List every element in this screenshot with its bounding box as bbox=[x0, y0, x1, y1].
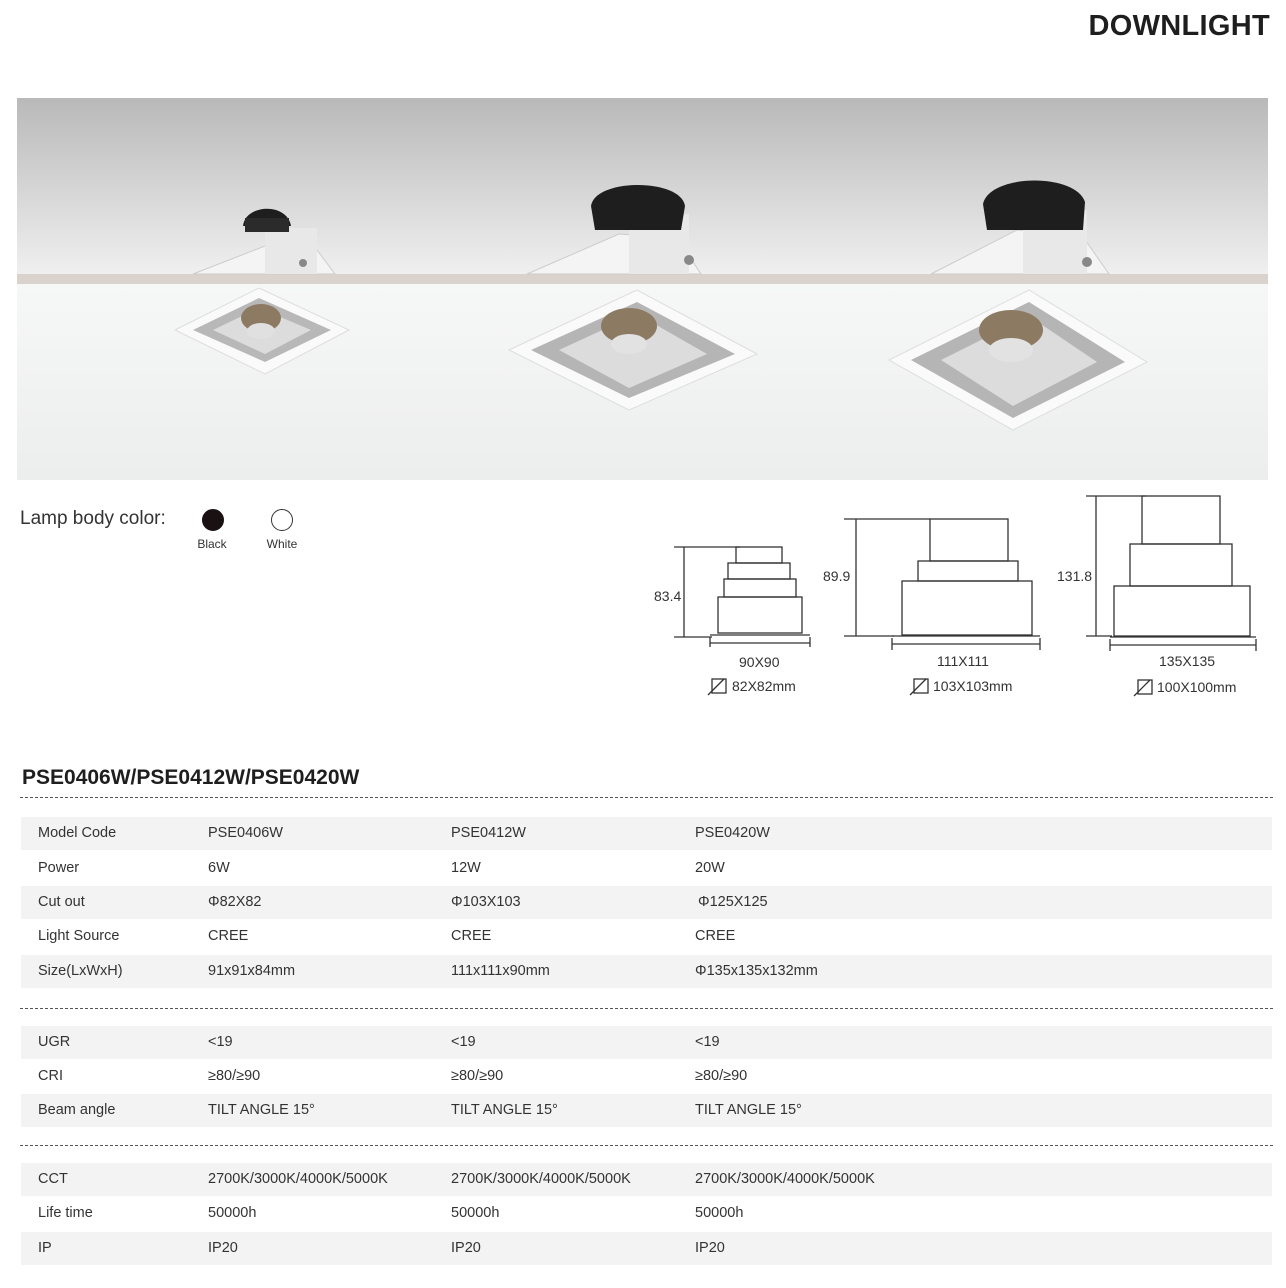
spec-value: <19 bbox=[208, 1034, 233, 1050]
spec-value: IP20 bbox=[208, 1240, 238, 1256]
black-swatch-label: Black bbox=[197, 537, 227, 551]
product-title: PSE0406W/PSE0412W/PSE0420W bbox=[22, 766, 360, 789]
spec-value: IP20 bbox=[695, 1240, 725, 1256]
spec-row-beam-angle bbox=[21, 1094, 1272, 1127]
spec-value: 6W bbox=[208, 860, 230, 876]
spec-value: ≥80/≥90 bbox=[451, 1068, 504, 1084]
spec-label: Power bbox=[38, 860, 80, 876]
drawing-large-height: 131.8 bbox=[1057, 568, 1093, 584]
spec-value: PSE0406W bbox=[208, 825, 283, 841]
drawing-small-outline bbox=[674, 547, 810, 695]
spec-row-power bbox=[21, 852, 1272, 885]
page-title: DOWNLIGHT bbox=[1088, 10, 1270, 42]
spec-label: CRI bbox=[38, 1068, 63, 1084]
spec-value: PSE0420W bbox=[695, 825, 770, 841]
spec-row-life-time bbox=[21, 1197, 1272, 1230]
spec-row-light-source bbox=[21, 920, 1272, 953]
product-hero-image bbox=[17, 98, 1268, 480]
spec-value: 91x91x84mm bbox=[208, 963, 296, 979]
spec-value: Φ82X82 bbox=[208, 894, 262, 910]
spec-value: TILT ANGLE 15° bbox=[695, 1102, 802, 1118]
section-divider bbox=[20, 1008, 1273, 1009]
drawing-small-width: 90X90 bbox=[739, 654, 780, 670]
drawing-large-width: 135X135 bbox=[1159, 653, 1216, 669]
spec-value: CREE bbox=[695, 928, 736, 944]
spec-row-model-code bbox=[21, 817, 1272, 850]
spec-row-cct bbox=[21, 1163, 1272, 1196]
spec-label: CCT bbox=[38, 1171, 68, 1187]
spec-value: 20W bbox=[695, 860, 725, 876]
white-color-swatch bbox=[271, 509, 293, 531]
section-divider bbox=[20, 797, 1273, 798]
white-swatch-label: White bbox=[266, 537, 298, 551]
spec-value: 50000h bbox=[695, 1205, 744, 1221]
drawing-small-height: 83.4 bbox=[654, 588, 682, 604]
drawing-small-cutout: 82X82mm bbox=[732, 678, 796, 694]
spec-value: CREE bbox=[451, 928, 492, 944]
spec-value: PSE0412W bbox=[451, 825, 526, 841]
spec-value: Φ125X125 bbox=[698, 894, 768, 910]
spec-label: Model Code bbox=[38, 825, 117, 841]
spec-value: TILT ANGLE 15° bbox=[208, 1102, 315, 1118]
spec-value: TILT ANGLE 15° bbox=[451, 1102, 558, 1118]
spec-value: 50000h bbox=[208, 1205, 257, 1221]
spec-value: ≥80/≥90 bbox=[208, 1068, 261, 1084]
spec-label: Cut out bbox=[38, 894, 85, 910]
lamp-color-label: Lamp body color: bbox=[20, 508, 166, 529]
spec-value: 50000h bbox=[451, 1205, 500, 1221]
spec-label: Life time bbox=[38, 1205, 93, 1221]
spec-label: UGR bbox=[38, 1034, 71, 1050]
drawing-medium-height: 89.9 bbox=[823, 568, 851, 584]
black-color-swatch bbox=[202, 509, 224, 531]
drawing-medium-width: 111X111 bbox=[937, 653, 989, 669]
spec-value: 2700K/3000K/4000K/5000K bbox=[208, 1171, 388, 1187]
spec-label: Size(LxWxH) bbox=[38, 963, 123, 979]
spec-row-cri bbox=[21, 1060, 1272, 1093]
spec-row-ugr bbox=[21, 1026, 1272, 1059]
drawing-medium-cutout: 103X103mm bbox=[933, 678, 1013, 694]
spec-value: Φ103X103 bbox=[451, 894, 521, 910]
dimension-drawings bbox=[640, 490, 1286, 705]
spec-value: Φ135x135x132mm bbox=[695, 963, 818, 979]
spec-value: <19 bbox=[451, 1034, 476, 1050]
spec-value: ≥80/≥90 bbox=[695, 1068, 748, 1084]
spec-value: IP20 bbox=[451, 1240, 481, 1256]
section-divider bbox=[20, 1145, 1273, 1146]
spec-value: 111x111x90mm bbox=[451, 963, 550, 979]
spec-value: 2700K/3000K/4000K/5000K bbox=[451, 1171, 631, 1187]
spec-value: <19 bbox=[695, 1034, 720, 1050]
spec-label: Light Source bbox=[38, 928, 120, 944]
spec-row-size bbox=[21, 955, 1272, 988]
spec-row-ip bbox=[21, 1232, 1272, 1265]
drawing-large-cutout: 100X100mm bbox=[1157, 679, 1237, 695]
spec-label: IP bbox=[38, 1240, 52, 1256]
spec-label: Beam angle bbox=[38, 1102, 116, 1118]
spec-value: CREE bbox=[208, 928, 249, 944]
spec-value: 12W bbox=[451, 860, 481, 876]
spec-row-cut-out bbox=[21, 886, 1272, 919]
spec-value: 2700K/3000K/4000K/5000K bbox=[695, 1171, 875, 1187]
